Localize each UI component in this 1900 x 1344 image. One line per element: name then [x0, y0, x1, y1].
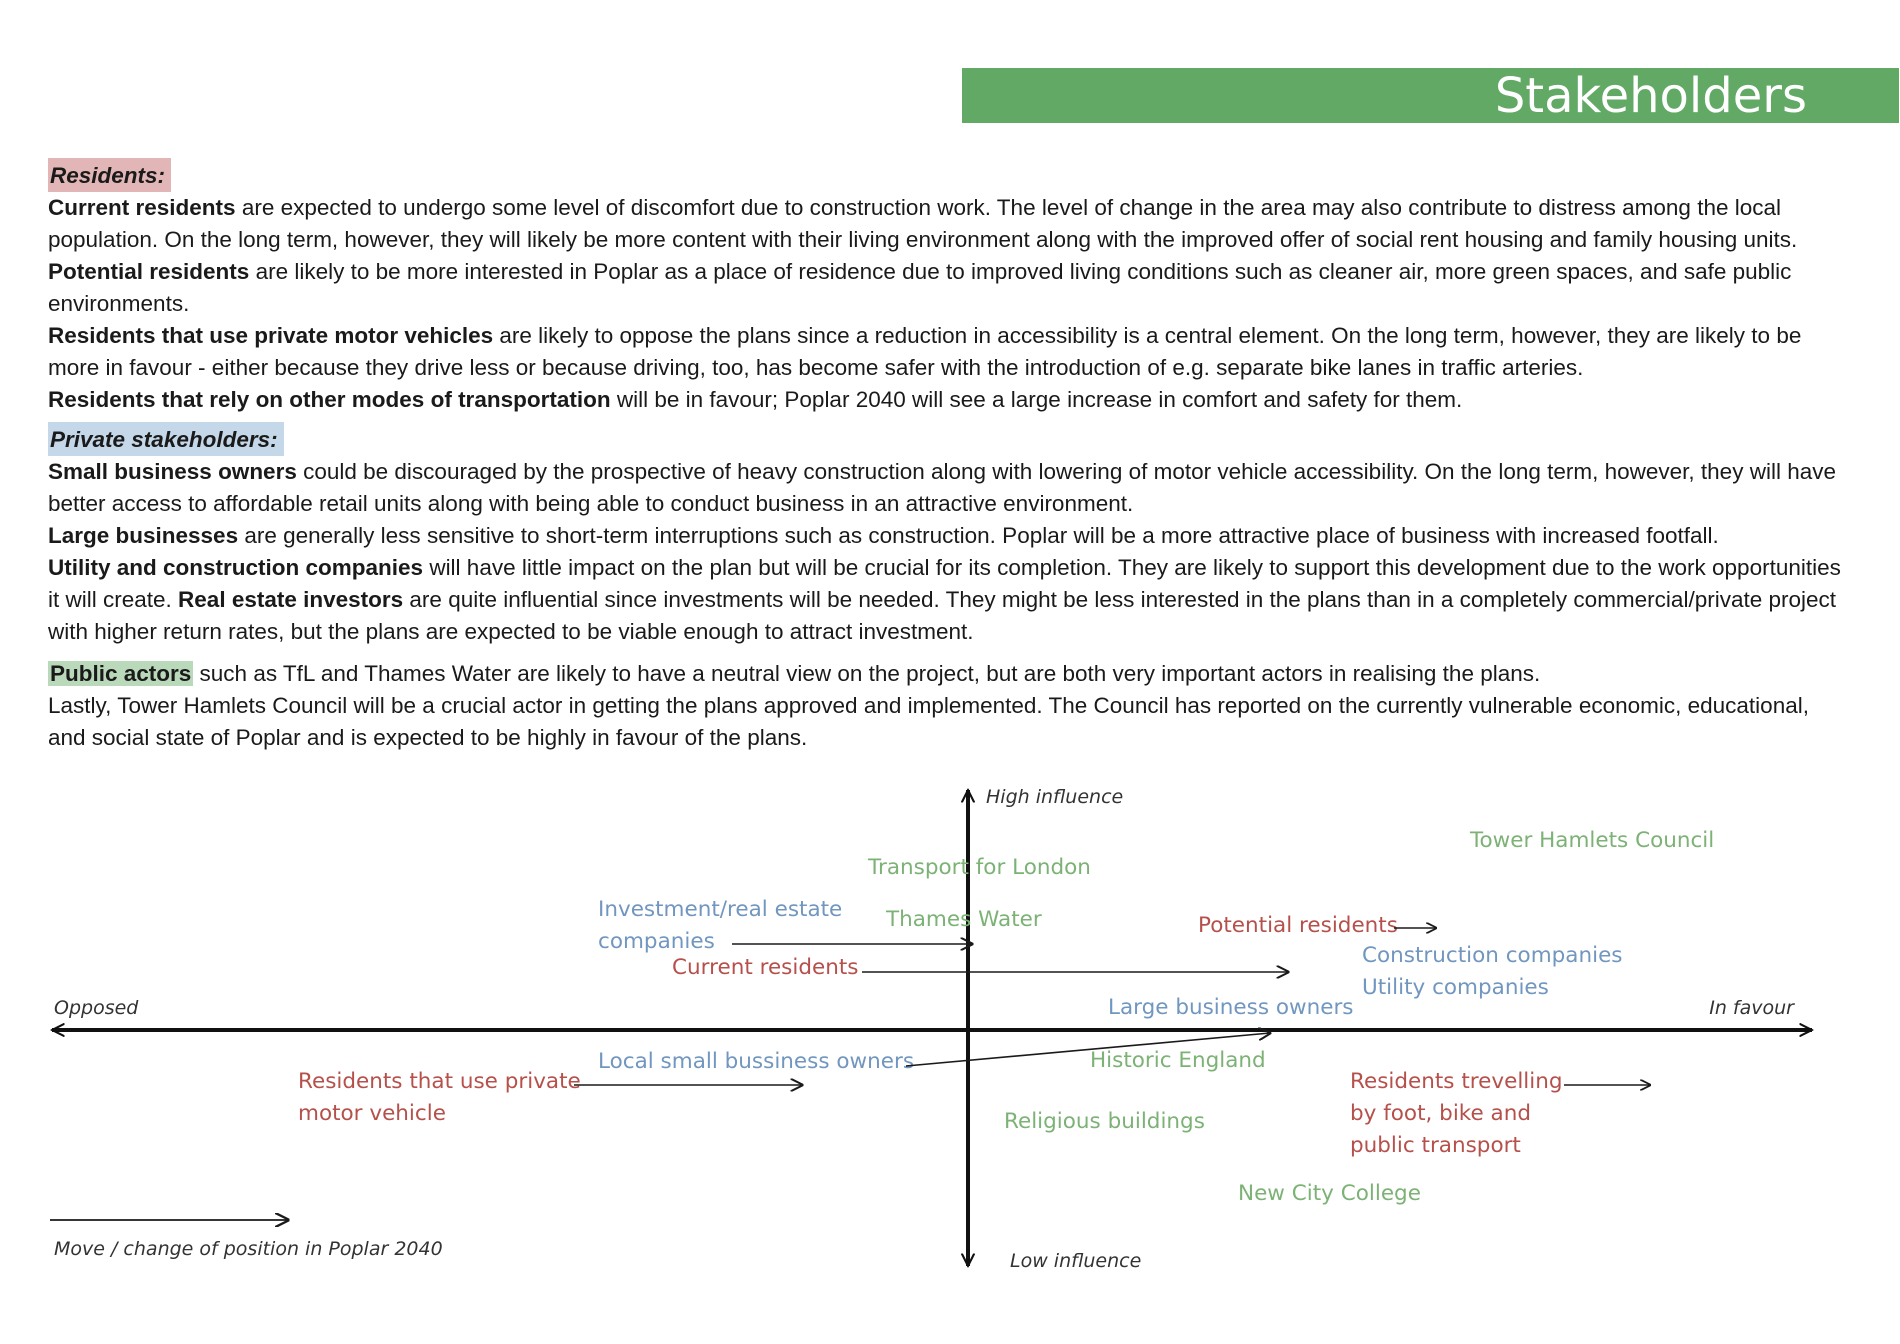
trevelling-line-1: Residents trevelling: [1350, 1069, 1563, 1094]
private-paragraph-3: Utility and construction companies will have little impact on the plan but will be crucial for its completion. They are likely to support this development due to the work opportunities it will create. Real estate investors are quite influential since investments will be needed. They might be less interested in the plans than in a completely commercial/private project with higher return rates, but the plans are expected to be viable enough to attract investment.: [48, 555, 1841, 644]
private-heading: Private stakeholders:: [48, 422, 284, 456]
page-title: Stakeholders: [1494, 68, 1807, 124]
stakeholder-religious-buildings: Religious buildings: [1004, 1109, 1205, 1134]
residents-paragraph-3: Residents that rely on other modes of transportation will be in favour; Poplar 2040 will see a large increase in comfort and safety for them.: [48, 387, 1463, 412]
stakeholder-matrix: [0, 780, 1900, 1300]
private-vehicle-line-2: motor vehicle: [298, 1101, 446, 1126]
axis-label-right: In favour: [1709, 997, 1794, 1019]
residents-heading: Residents:: [48, 158, 171, 192]
stakeholder-tower-hamlets-council: Tower Hamlets Council: [1470, 828, 1715, 853]
stakeholder-new-city-college: New City College: [1238, 1181, 1421, 1206]
stakeholder-local-small-business: Local small bussiness owners: [598, 1049, 915, 1074]
stakeholder-residents-private-vehicle: [298, 1069, 588, 1126]
stakeholder-construction-companies: Construction companies: [1362, 943, 1623, 968]
residents-section: [48, 158, 1848, 416]
stakeholder-investment-real-estate: [598, 897, 849, 954]
stakeholder-historic-england: Historic England: [1090, 1048, 1266, 1073]
public-paragraph-2: Lastly, Tower Hamlets Council will be a crucial actor in getting the plans approved and implemented. The Council has reported on the currently vulnerable economic, educational, and social state of Poplar and is expected to be highly in favour of the plans.: [48, 693, 1809, 750]
investment-line-2: companies: [598, 929, 715, 954]
private-paragraph-1: Small business owners could be discouraged by the prospective of heavy construction along with lowering of motor vehicle accessibility. On the long term, however, they will have better access to affordable retail units along with being able to conduct business in an attractive environment.: [48, 459, 1836, 516]
public-paragraph-1: Public actors such as TfL and Thames Water are likely to have a neutral view on the project, but are both very important actors in realising the plans.: [50, 661, 1541, 686]
investment-line-1: Investment/real estate: [598, 897, 843, 922]
trevelling-line-2: by foot, bike and: [1350, 1101, 1531, 1126]
public-section: [48, 658, 1848, 754]
private-section: [48, 422, 1848, 648]
axis-label-top: High influence: [986, 786, 1124, 808]
residents-paragraph-2: Residents that use private motor vehicles are likely to oppose the plans since a reduction in accessibility is a central element. On the long term, however, they are likely to be more in favour - either because they drive less or because driving, too, has become safer with the introduction of e.g. separate bike lanes in traffic arteries.: [48, 323, 1802, 380]
title-banner: [962, 68, 1899, 123]
legend-label: Move / change of position in Poplar 2040: [54, 1238, 443, 1260]
trevelling-line-3: public transport: [1350, 1133, 1521, 1158]
axis-label-bottom: Low influence: [1010, 1250, 1142, 1272]
stakeholder-thames-water: Thames Water: [886, 907, 1042, 932]
private-vehicle-line-1: Residents that use private: [298, 1069, 581, 1094]
stakeholder-utility-companies: Utility companies: [1362, 975, 1549, 1000]
stakeholder-residents-trevelling: [1350, 1069, 1569, 1158]
axis-label-left: Opposed: [54, 997, 139, 1019]
stakeholder-large-business-owners: Large business owners: [1108, 995, 1354, 1020]
residents-paragraph-1: Current residents are expected to undergo some level of discomfort due to construction work. The level of change in the area may also contribute to distress among the local population. On the long term, however, they will likely be more content with their living environment along with the improved offer of social rent housing and family housing units. Potential residents are likely to be more interested in Poplar as a place of residence due to improved living conditions such as cleaner air, more green spaces, and safe public environments.: [48, 195, 1798, 316]
private-paragraph-2: Large businesses are generally less sensitive to short-term interruptions such as construction. Poplar will be a more attractive place of business with increased footfall.: [48, 523, 1719, 548]
stakeholder-transport-for-london: Transport for London: [868, 855, 1091, 880]
stakeholder-current-residents: Current residents: [672, 955, 859, 980]
stakeholder-potential-residents: Potential residents: [1198, 913, 1398, 938]
public-heading: Public actors: [50, 661, 192, 686]
